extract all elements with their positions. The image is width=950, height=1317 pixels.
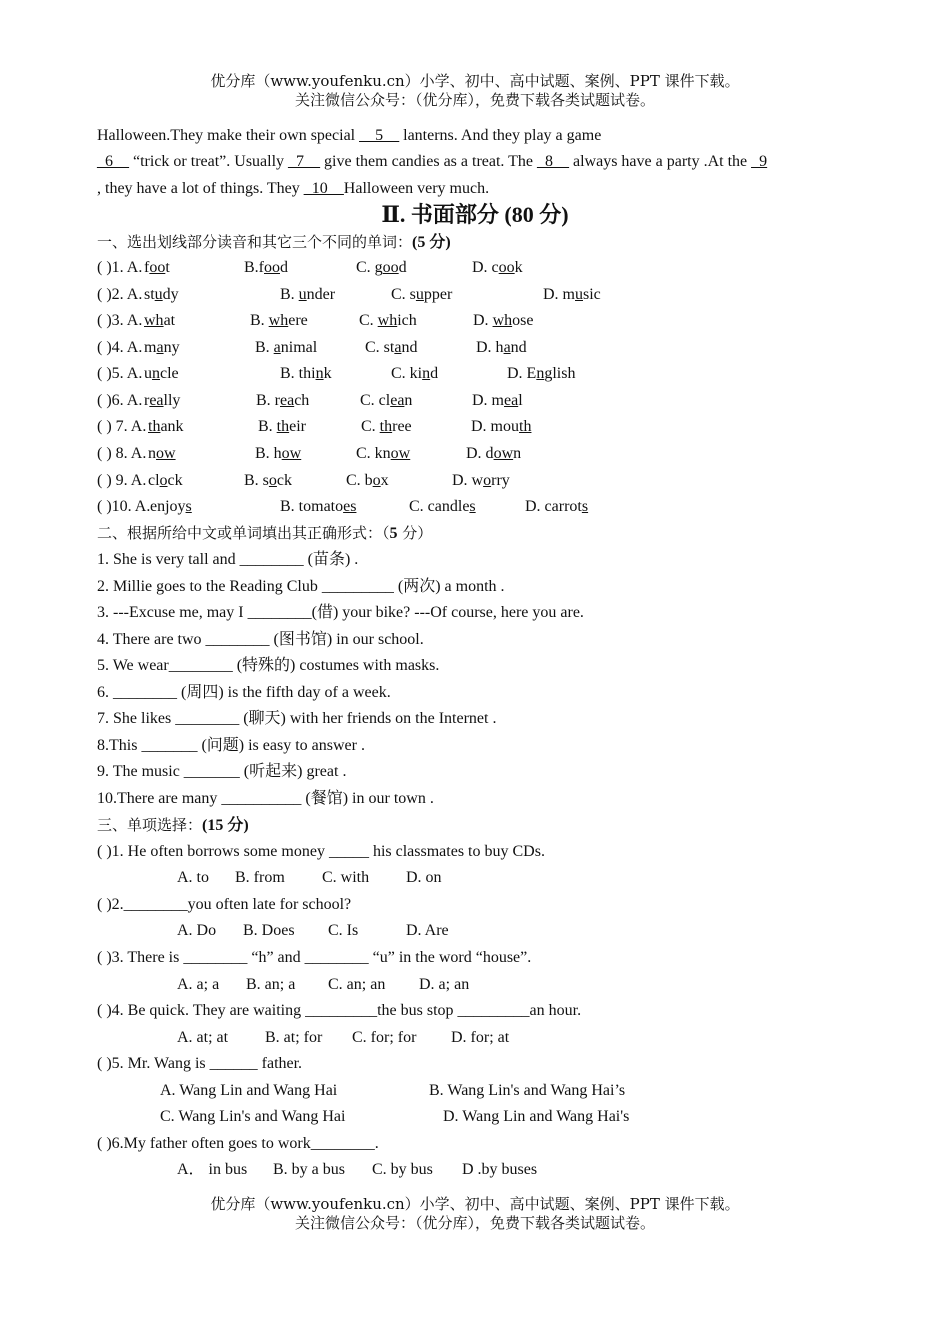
mc-question-6: ( )6.My father often goes to work________. — [97, 1135, 379, 1152]
underlined-segment: s — [581, 498, 589, 515]
mc-question-4: ( )4. Be quick. They are waiting _________the bus stop _________an hour. — [97, 1002, 582, 1019]
option-text: D. E — [507, 365, 537, 382]
fill-item-2: 2. Millie goes to the Reading Club _________ (两次) a month . — [97, 578, 505, 595]
option-text: k — [323, 365, 332, 382]
underlined-segment: ow — [281, 445, 302, 462]
phonics-option-d — [473, 311, 533, 331]
option-text: B. — [250, 312, 269, 329]
passage-line-1 — [97, 126, 601, 146]
option-text: C. — [359, 312, 378, 329]
option-text: lly — [163, 392, 181, 409]
option-text: B. r — [256, 392, 280, 409]
mc-question-1: ( )1. He often borrows some money _____ his classmates to buy CDs. — [97, 843, 545, 860]
fill-item-10: 10.There are many __________ (餐馆) in our town . — [97, 790, 434, 807]
blank-9: _9 — [751, 153, 768, 170]
part3-score: (15 分) — [202, 817, 249, 834]
passage-text: “trick or treat”. Usually — [129, 153, 289, 170]
phonics-option-a — [144, 258, 170, 278]
phonics-option-d — [507, 364, 575, 384]
phonics-option-a — [144, 285, 179, 305]
option-text: nd — [510, 339, 527, 356]
underlined-segment: s — [185, 498, 192, 515]
fill-item-1: 1. She is very tall and ________ (苗条) . — [97, 551, 359, 568]
option-text: r — [144, 392, 150, 409]
option-text: D. c — [472, 259, 499, 276]
option-text: B.f — [244, 259, 264, 276]
option-text: C. cl — [360, 392, 391, 409]
option-text: D. d — [466, 445, 494, 462]
blank-7: _7__ — [288, 153, 321, 170]
option-text: at — [163, 312, 176, 329]
underlined-segment: ea — [149, 392, 164, 409]
option-text: glish — [544, 365, 576, 382]
mc4-option-d: D. for; at — [451, 1029, 510, 1046]
phonics-option-b — [280, 497, 356, 517]
part2-heading — [97, 523, 432, 544]
option-text: C. b — [346, 472, 373, 489]
underlined-segment: wh — [492, 312, 513, 329]
underlined-segment: es — [343, 498, 357, 515]
option-text: ank — [160, 418, 184, 435]
part3-heading — [97, 815, 249, 836]
mc6-option-c: C. by bus — [372, 1161, 433, 1178]
phonics-option-c — [356, 258, 407, 278]
phonics-option-a — [148, 417, 184, 437]
option-text: eir — [289, 418, 306, 435]
option-text: D. mou — [471, 418, 519, 435]
option-text: C. s — [391, 286, 416, 303]
underlined-segment: oo — [264, 259, 280, 276]
option-text: B. h — [255, 445, 282, 462]
option-text: d — [430, 365, 439, 382]
option-text: ck — [276, 472, 293, 489]
phonics-option-c — [391, 285, 452, 305]
fill-item-8: 8.This _______ (问题) is easy to answer . — [97, 737, 365, 754]
option-text: m — [144, 339, 157, 356]
phonics-item-number: ( )4. A. — [97, 339, 143, 356]
mc4-option-c: C. for; for — [352, 1029, 417, 1046]
part1-score: (5 分) — [412, 234, 451, 251]
phonics-option-c — [359, 311, 417, 331]
option-text: D. m — [472, 392, 504, 409]
option-text: enjoy — [150, 498, 186, 515]
part2-heading-end: 分） — [397, 524, 433, 542]
mc2-option-d: D. Are — [406, 922, 449, 939]
option-text: D. m — [543, 286, 575, 303]
option-text: u — [144, 365, 152, 382]
phonics-option-c — [360, 391, 412, 411]
option-text: d — [280, 259, 288, 276]
underlined-segment: th — [519, 418, 532, 435]
option-text: n — [148, 445, 156, 462]
phonics-option-d — [525, 497, 588, 517]
part2-score: 5 — [389, 525, 398, 542]
underlined-segment: ea — [390, 392, 405, 409]
phonics-option-c — [346, 471, 389, 491]
option-text: D. carrot — [525, 498, 582, 515]
phonics-option-d — [466, 444, 521, 464]
underlined-segment: u — [575, 286, 583, 303]
phonics-option-b — [280, 285, 335, 305]
underlined-segment: a — [273, 339, 281, 356]
underlined-segment: wh — [144, 312, 164, 329]
mc2-option-c: C. Is — [328, 922, 359, 939]
phonics-option-d — [471, 417, 531, 437]
section-title: Ⅱ. 书面部分 (80 分) — [381, 202, 569, 227]
underlined-segment: ea — [280, 392, 295, 409]
phonics-option-b — [244, 258, 288, 278]
phonics-option-a — [144, 311, 175, 331]
part3-heading-text: 三、单项选择： — [97, 816, 203, 834]
passage-line-3 — [97, 179, 489, 199]
underlined-segment: o — [372, 472, 381, 489]
underlined-segment: ow — [390, 445, 411, 462]
option-text: l — [518, 392, 523, 409]
underlined-segment: a — [394, 339, 402, 356]
underlined-segment: ow — [493, 445, 514, 462]
underlined-segment: n — [536, 365, 545, 382]
underlined-segment: oo — [498, 259, 515, 276]
underlined-segment: o — [159, 472, 168, 489]
phonics-option-b — [256, 391, 309, 411]
blank-8: _8__ — [537, 153, 569, 170]
blank-6: _6__ — [97, 153, 129, 170]
option-text: k — [514, 259, 523, 276]
phonics-option-d — [472, 391, 523, 411]
option-text: B. — [255, 339, 274, 356]
phonics-option-b — [280, 364, 332, 384]
underlined-segment: s — [469, 498, 476, 515]
phonics-option-d — [476, 338, 527, 358]
mc3-option-d: D. a; an — [419, 976, 470, 993]
option-text: ch — [294, 392, 310, 409]
phonics-option-c — [356, 444, 410, 464]
mc-question-5: ( )5. Mr. Wang is ______ father. — [97, 1055, 303, 1072]
phonics-option-b — [258, 417, 306, 437]
phonics-option-b — [244, 471, 292, 491]
mc6-option-d: D .by buses — [462, 1161, 538, 1178]
option-text: ose — [512, 312, 534, 329]
phonics-item-number: ( ) 9. A. — [97, 472, 147, 489]
option-text: n — [404, 392, 413, 409]
underlined-segment: n — [422, 365, 431, 382]
underlined-segment: u — [415, 286, 424, 303]
mc3-option-c: C. an; an — [328, 976, 386, 993]
fill-item-3: 3. ---Excuse me, may I ________(借) your bike? ---Of course, here you are. — [97, 604, 584, 621]
option-text: C. — [361, 418, 380, 435]
underlined-segment: a — [156, 339, 164, 356]
mc2-option-b: B. Does — [243, 922, 295, 939]
option-text: t — [165, 259, 170, 276]
option-text: nd — [401, 339, 418, 356]
option-text: ree — [392, 418, 412, 435]
phonics-option-b — [255, 444, 301, 464]
underlined-segment: wh — [268, 312, 289, 329]
option-text: nimal — [280, 339, 318, 356]
phonics-item-number: ( )6. A. — [97, 392, 143, 409]
option-text: B. — [258, 418, 277, 435]
blank-5: __5__ — [359, 127, 400, 144]
option-text: C. candle — [409, 498, 470, 515]
underlined-segment: o — [268, 472, 277, 489]
option-text: n — [513, 445, 522, 462]
underlined-segment: ow — [156, 445, 176, 462]
phonics-option-a — [144, 364, 179, 384]
phonics-option-d — [543, 285, 601, 305]
part2-heading-text: 二、根据所给中文或单词填出其正确形式：（ — [97, 524, 390, 542]
underlined-segment: oo — [382, 259, 399, 276]
page-header-line1: 优分库（www.youfenku.cn）小学、初中、高中试题、案例、PPT 课件下载。 — [210, 72, 740, 90]
passage-text: Halloween very much. — [343, 180, 490, 197]
passage-text: lanterns. And they play a game — [399, 127, 602, 144]
phonics-option-c — [365, 338, 417, 358]
mc6-option-b: B. by a bus — [273, 1161, 345, 1178]
option-text: dy — [162, 286, 179, 303]
blank-10: _10__ — [303, 180, 344, 197]
option-text: C. g — [356, 259, 383, 276]
part1-heading — [97, 232, 451, 253]
phonics-option-b — [250, 311, 308, 331]
phonics-item-number: ( ) 7. A. — [97, 418, 147, 435]
mc3-option-a: A. a; a — [177, 976, 220, 993]
underlined-segment: th — [148, 418, 161, 435]
option-text: B. s — [244, 472, 269, 489]
phonics-option-a — [148, 471, 183, 491]
underlined-segment: ea — [504, 392, 519, 409]
underlined-segment: a — [503, 339, 511, 356]
fill-item-5: 5. We wear________ (特殊的) costumes with masks. — [97, 657, 440, 674]
option-text: ich — [397, 312, 417, 329]
option-text: B. thi — [280, 365, 316, 382]
underlined-segment: o — [483, 472, 492, 489]
part1-heading-text: 一、选出划线部分读音和其它三个不同的单词： — [97, 233, 413, 251]
option-text: B. — [280, 286, 299, 303]
passage-text: , they have a lot of things. They — [97, 180, 304, 197]
page-footer-line1: 优分库（www.youfenku.cn）小学、初中、高中试题、案例、PPT 课件下载。 — [210, 1195, 740, 1213]
mc1-option-c: C. with — [322, 869, 370, 886]
mc5-option-c: C. Wang Lin's and Wang Hai — [160, 1108, 346, 1125]
phonics-option-a — [144, 338, 180, 358]
option-text: D. h — [476, 339, 504, 356]
page-header-line2: 关注微信公众号：（优分库），免费下载各类试题试卷。 — [294, 91, 655, 109]
underlined-segment: n — [315, 365, 324, 382]
fill-item-6: 6. ________ (周四) is the fifth day of a week. — [97, 684, 391, 701]
mc1-option-d: D. on — [406, 869, 442, 886]
option-text: cle — [160, 365, 179, 382]
phonics-option-d — [452, 471, 510, 491]
option-text: rry — [491, 472, 510, 489]
mc5-option-d: D. Wang Lin and Wang Hai's — [443, 1108, 630, 1125]
passage-text: always have a party .At the — [569, 153, 752, 170]
mc3-option-b: B. an; a — [246, 976, 296, 993]
option-text: f — [144, 259, 150, 276]
option-text: C. ki — [391, 365, 423, 382]
underlined-segment: th — [379, 418, 393, 435]
option-text: cl — [148, 472, 160, 489]
fill-item-7: 7. She likes ________ (聊天) with her friends on the Internet . — [97, 710, 497, 727]
phonics-option-c — [409, 497, 476, 517]
mc5-option-a: A. Wang Lin and Wang Hai — [160, 1082, 338, 1099]
mc1-option-b: B. from — [235, 869, 285, 886]
phonics-option-c — [361, 417, 412, 437]
phonics-item-number: ( )5. A. — [97, 365, 143, 382]
underlined-segment: th — [276, 418, 290, 435]
phonics-option-a — [144, 391, 180, 411]
phonics-item-number: ( ) 8. A. — [97, 445, 147, 462]
phonics-option-d — [472, 258, 523, 278]
underlined-segment: oo — [149, 259, 166, 276]
option-text: D. — [473, 312, 493, 329]
mc4-option-b: B. at; for — [265, 1029, 323, 1046]
phonics-option-c — [391, 364, 438, 384]
page-footer-line2: 关注微信公众号：（优分库），免费下载各类试题试卷。 — [294, 1214, 655, 1232]
option-text: x — [380, 472, 389, 489]
option-text: ck — [167, 472, 183, 489]
underlined-segment: wh — [377, 312, 398, 329]
mc-question-3: ( )3. There is ________ “h” and ________ “u” in the word “house”. — [97, 949, 532, 966]
mc5-option-b: B. Wang Lin's and Wang Hai’s — [429, 1082, 626, 1099]
mc2-option-a: A. Do — [177, 922, 217, 939]
phonics-item-number: ( )2. A. — [97, 286, 143, 303]
passage-line-2 — [97, 152, 767, 172]
option-text: nder — [306, 286, 336, 303]
option-text: sic — [583, 286, 601, 303]
mc4-option-a: A. at; at — [177, 1029, 229, 1046]
fill-item-4: 4. There are two ________ (图书馆) in our school. — [97, 631, 424, 648]
phonics-item-number: ( )3. A. — [97, 312, 143, 329]
phonics-option-b — [255, 338, 317, 358]
option-text: B. tomato — [280, 498, 344, 515]
fill-item-9: 9. The music _______ (听起来) great . — [97, 763, 347, 780]
option-text: st — [144, 286, 155, 303]
underlined-segment: u — [154, 286, 163, 303]
option-text: C. st — [365, 339, 395, 356]
underlined-segment: u — [298, 286, 307, 303]
mc-question-2: ( )2.________you often late for school? — [97, 896, 352, 913]
underlined-segment: n — [152, 365, 160, 382]
phonics-option-a — [150, 497, 192, 517]
option-text: C. kn — [356, 445, 391, 462]
option-text: ere — [288, 312, 308, 329]
phonics-item-number: ( )1. A. — [97, 259, 143, 276]
mc1-option-a: A. to — [177, 869, 209, 886]
option-text: D. w — [452, 472, 484, 489]
passage-text: give them candies as a treat. The — [320, 153, 537, 170]
phonics-item-number: ( )10. A. — [97, 498, 151, 515]
option-text: d — [398, 259, 407, 276]
option-text: pper — [423, 286, 453, 303]
phonics-option-a — [148, 444, 176, 464]
option-text: ny — [163, 339, 180, 356]
mc6-option-a: A． in bus — [177, 1161, 248, 1178]
passage-text: Halloween.They make their own special — [97, 127, 360, 144]
